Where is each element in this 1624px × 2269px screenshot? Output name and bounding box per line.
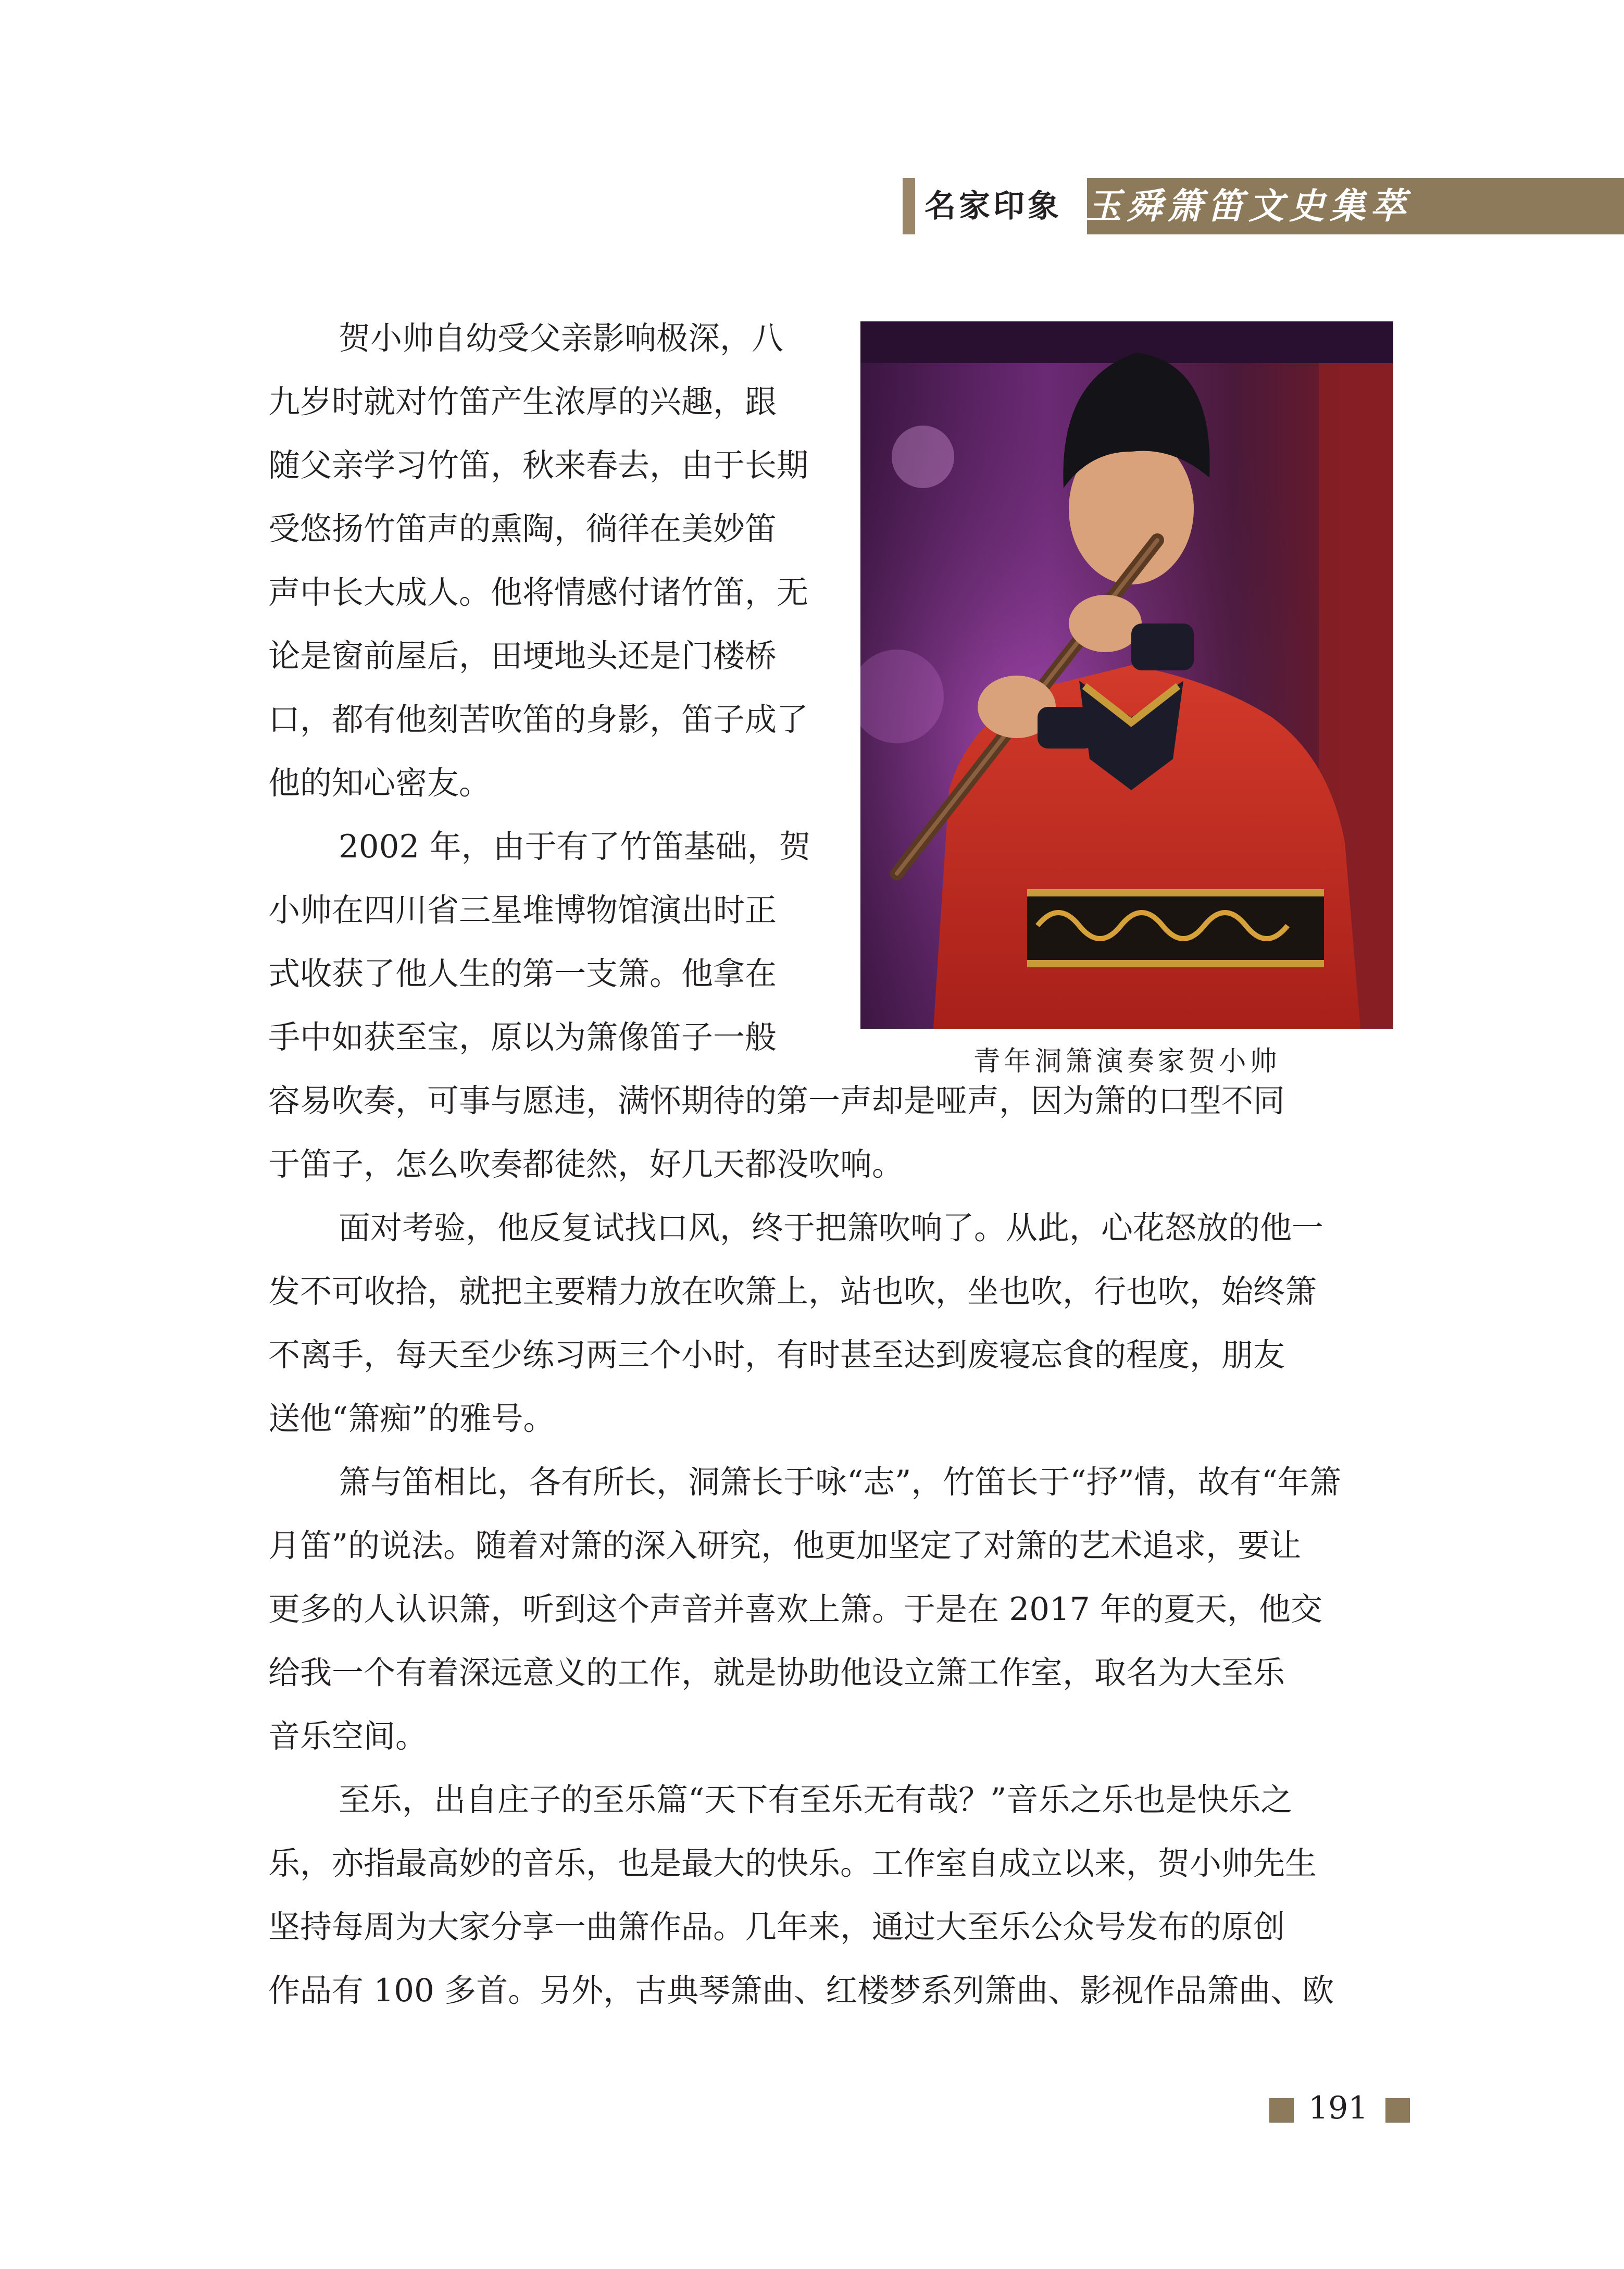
text-line: 随父亲学习竹笛，秋来春去，由于长期: [268, 447, 809, 484]
text-line: 坚持每周为大家分享一曲箫作品。几年来，通过大至乐公众号发布的原创: [268, 1909, 1285, 1946]
header-marker: [903, 178, 915, 234]
footer-marker-right: [1385, 2098, 1410, 2123]
book-title: 玉舜箫笛文史集萃: [1086, 185, 1411, 227]
text-line: 手中如获至宝，原以为箫像笛子一般: [268, 1019, 777, 1056]
performer-photo: [860, 321, 1393, 1029]
text-line: 乐，亦指最高妙的音乐，也是最大的快乐。工作室自成立以来，贺小帅先生: [268, 1845, 1317, 1882]
text-line: 小帅在四川省三星堆博物馆演出时正: [268, 892, 777, 929]
text-line: 贺小帅自幼受父亲影响极深，八: [339, 320, 784, 357]
text-line: 面对考验，他反复试找口风，终于把箫吹响了。从此，心花怒放的他一: [339, 1210, 1324, 1246]
text-line: 口，都有他刻苦吹笛的身影，笛子成了: [268, 701, 809, 738]
text-line: 式收获了他人生的第一支箫。他拿在: [268, 955, 777, 992]
section-title: 名家印象: [925, 188, 1062, 225]
text-line: 送他“箫痴”的雅号。: [268, 1400, 555, 1437]
page-number: 191: [1308, 2090, 1368, 2126]
text-line: 2002 年，由于有了竹笛基础，贺: [339, 828, 811, 865]
footer-marker-left: [1269, 2098, 1294, 2123]
text-line: 发不可收拾，就把主要精力放在吹箫上，站也吹，坐也吹，行也吹，始终箫: [268, 1273, 1317, 1310]
text-line: 箫与笛相比，各有所长，洞箫长于咏“志”，竹笛长于“抒”情，故有“年箫: [339, 1464, 1341, 1501]
text-line: 音乐空间。: [268, 1718, 428, 1755]
text-line: 更多的人认识箫，听到这个声音并喜欢上箫。于是在 2017 年的夏天，他交: [268, 1591, 1323, 1628]
text-line: 不离手，每天至少练习两三个小时，有时甚至达到废寝忘食的程度，朋友: [268, 1337, 1285, 1374]
text-line: 容易吹奏，可事与愿违，满怀期待的第一声却是哑声，因为箫的口型不同: [268, 1082, 1285, 1119]
text-line: 九岁时就对竹笛产生浓厚的兴趣，跟: [268, 383, 777, 420]
text-line: 给我一个有着深远意义的工作，就是协助他设立箫工作室，取名为大至乐: [268, 1654, 1285, 1691]
text-line: 受悠扬竹笛声的熏陶，徜徉在美妙笛: [268, 510, 777, 547]
text-line: 声中长大成人。他将情感付诸竹笛，无: [268, 574, 809, 611]
text-line: 作品有 100 多首。另外，古典琴箫曲、红楼梦系列箫曲、影视作品箫曲、欧: [268, 1972, 1334, 2009]
text-line: 至乐，出自庄子的至乐篇“天下有至乐无有哉？”音乐之乐也是快乐之: [339, 1781, 1293, 1818]
text-line: 于笛子，怎么吹奏都徒然，好几天都没吹响。: [268, 1146, 904, 1183]
photo-caption: 青年洞箫演奏家贺小帅: [973, 1046, 1281, 1077]
text-line: 月笛”的说法。随着对箫的深入研究，他更加坚定了对箫的艺术追求，要让: [268, 1527, 1302, 1564]
text-line: 论是窗前屋后，田埂地头还是门楼桥: [268, 638, 777, 675]
text-line: 他的知心密友。: [268, 765, 491, 802]
